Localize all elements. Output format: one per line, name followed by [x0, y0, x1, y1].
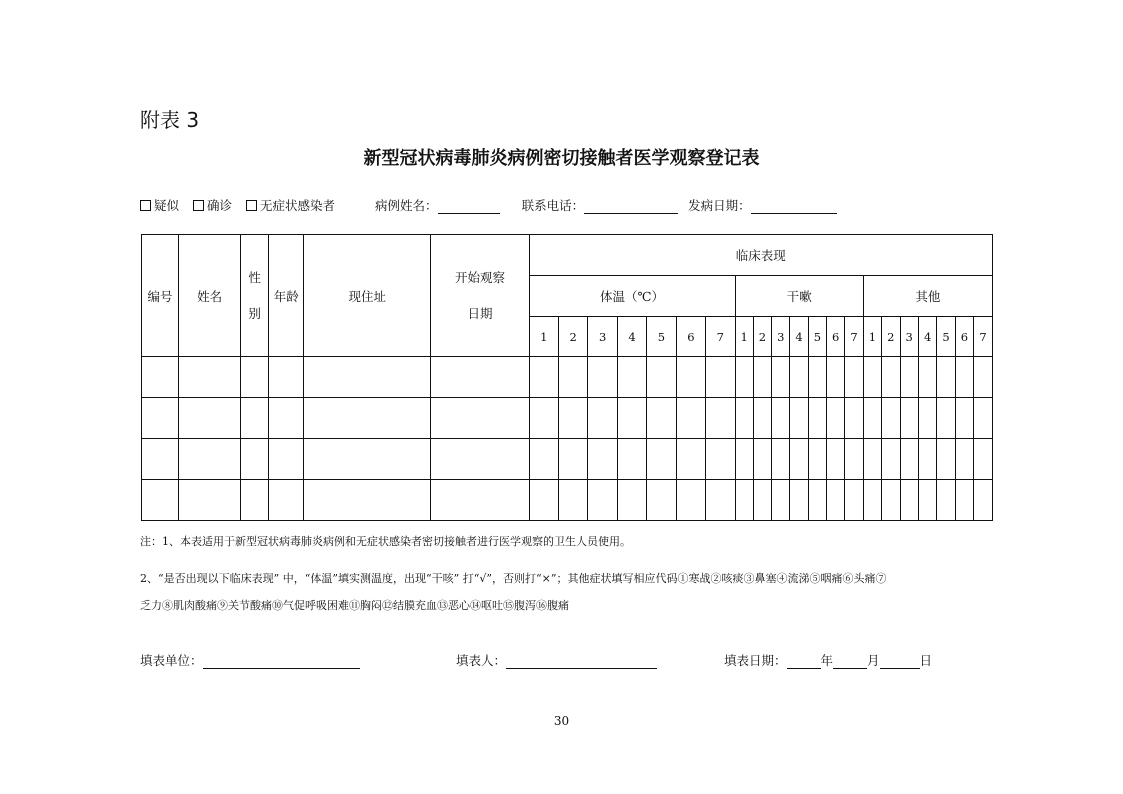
table-cell[interactable] [558, 439, 587, 480]
fill-date-label: 填表日期： [724, 653, 787, 668]
table-row [142, 357, 993, 398]
table-cell[interactable] [735, 439, 753, 480]
year-label: 年 [820, 653, 834, 668]
table-cell[interactable] [588, 480, 617, 521]
table-cell[interactable] [304, 357, 431, 398]
table-cell[interactable] [735, 357, 753, 398]
table-cell[interactable] [882, 439, 900, 480]
table-cell[interactable] [974, 357, 993, 398]
day-temperature-7: 7 [706, 317, 735, 357]
day-cough-4: 4 [790, 317, 808, 357]
day-other-3: 3 [900, 317, 918, 357]
table-cell[interactable] [558, 480, 587, 521]
day-other-7: 7 [974, 317, 993, 357]
table-cell[interactable] [900, 357, 918, 398]
table-cell[interactable] [900, 398, 918, 439]
table-cell[interactable] [918, 357, 936, 398]
table-cell[interactable] [676, 439, 705, 480]
table-cell[interactable] [142, 357, 179, 398]
day-cough-1: 1 [735, 317, 753, 357]
day-blank[interactable] [880, 655, 920, 669]
header-gender [241, 235, 269, 357]
table-cell[interactable] [676, 398, 705, 439]
checkbox-confirmed[interactable] [193, 196, 232, 214]
day-temperature-2: 2 [558, 317, 587, 357]
phone-field[interactable] [522, 196, 679, 214]
table-cell[interactable] [241, 398, 269, 439]
day-cough-5: 5 [808, 317, 826, 357]
table-cell[interactable] [882, 357, 900, 398]
table-cell[interactable] [304, 398, 431, 439]
table-row [142, 439, 993, 480]
table-cell[interactable] [808, 398, 826, 439]
table-cell[interactable] [617, 480, 646, 521]
table-cell[interactable] [269, 357, 304, 398]
header-name: 姓名 [179, 235, 241, 357]
onset-date-field[interactable] [688, 196, 837, 214]
table-cell[interactable] [179, 439, 241, 480]
day-temperature-5: 5 [647, 317, 676, 357]
day-cough-2: 2 [753, 317, 771, 357]
table-cell[interactable] [790, 357, 808, 398]
table-cell[interactable] [900, 480, 918, 521]
table-cell[interactable] [772, 480, 790, 521]
table-cell[interactable] [753, 357, 771, 398]
table-cell[interactable] [863, 439, 881, 480]
phone-blank[interactable] [584, 200, 678, 214]
header-start-date-line2: 日期 [467, 305, 493, 321]
table-cell[interactable] [269, 439, 304, 480]
day-temperature-3: 3 [588, 317, 617, 357]
table-cell[interactable] [588, 439, 617, 480]
table-cell[interactable] [706, 357, 735, 398]
header-clinical: 临床表现 [529, 235, 992, 276]
day-other-2: 2 [882, 317, 900, 357]
table-cell[interactable] [955, 439, 973, 480]
header-start-date [431, 235, 529, 357]
table-cell[interactable] [845, 439, 863, 480]
table-cell[interactable] [882, 480, 900, 521]
table-cell[interactable] [529, 439, 558, 480]
note-1: 注：1、本表适用于新型冠状病毒肺炎病例和无症状感染者密切接触者进行医学观察的卫生人员使用。 [140, 535, 631, 548]
table-cell[interactable] [647, 480, 676, 521]
table-cell[interactable] [529, 480, 558, 521]
table-row [142, 398, 993, 439]
header-start-date-line1: 开始观察 [454, 269, 505, 285]
header-gender-line1: 性 [248, 269, 261, 285]
day-cough-3: 3 [772, 317, 790, 357]
table-cell[interactable] [706, 480, 735, 521]
checkbox-square-icon[interactable] [193, 200, 204, 211]
note-2-line-1: 2、“是否出现以下临床表现” 中，“体温”填实测温度，出现“干咳” 打“√”，否则打“×”；其他症状填写相应代码①寒战②咳痰③鼻塞④流涕⑤咽痛⑥头痛⑦ [140, 572, 887, 585]
table-cell[interactable] [735, 398, 753, 439]
table-cell[interactable] [142, 480, 179, 521]
table-cell[interactable] [790, 398, 808, 439]
table-cell[interactable] [558, 398, 587, 439]
day-other-6: 6 [955, 317, 973, 357]
table-cell[interactable] [863, 398, 881, 439]
table-cell[interactable] [955, 398, 973, 439]
table-cell[interactable] [790, 480, 808, 521]
table-cell[interactable] [431, 357, 529, 398]
table-cell[interactable] [676, 357, 705, 398]
case-name-label: 病例姓名： [375, 198, 438, 213]
onset-date-label: 发病日期： [688, 198, 751, 213]
table-cell[interactable] [431, 439, 529, 480]
header-other: 其他 [863, 276, 992, 317]
table-cell[interactable] [863, 357, 881, 398]
filler-label: 填表人： [456, 653, 507, 668]
table-cell[interactable] [753, 439, 771, 480]
header-id: 编号 [142, 235, 179, 357]
fill-date-field[interactable] [724, 651, 932, 669]
table-cell[interactable] [241, 439, 269, 480]
day-other-5: 5 [937, 317, 955, 357]
table-cell[interactable] [588, 398, 617, 439]
table-cell[interactable] [304, 439, 431, 480]
table-cell[interactable] [772, 398, 790, 439]
fill-unit-label: 填表单位： [140, 653, 203, 668]
table-cell[interactable] [772, 357, 790, 398]
day-other-1: 1 [863, 317, 881, 357]
checkbox-square-icon[interactable] [246, 200, 257, 211]
table-cell[interactable] [753, 480, 771, 521]
onset-date-blank[interactable] [751, 200, 837, 214]
table-cell[interactable] [845, 480, 863, 521]
header-cough: 干嗽 [735, 276, 863, 317]
filler-field[interactable] [456, 651, 657, 669]
case-name-field[interactable] [375, 196, 500, 214]
table-cell[interactable] [808, 357, 826, 398]
table-cell[interactable] [647, 439, 676, 480]
table-cell[interactable] [955, 357, 973, 398]
header-address: 现住址 [304, 235, 431, 357]
table-cell[interactable] [882, 398, 900, 439]
day-other-4: 4 [918, 317, 936, 357]
table-cell[interactable] [304, 480, 431, 521]
year-blank[interactable] [787, 655, 821, 669]
fill-unit-field[interactable] [140, 651, 360, 669]
header-temperature: 体温（℃） [529, 276, 735, 317]
table-cell[interactable] [431, 398, 529, 439]
table-cell[interactable] [937, 480, 955, 521]
table-cell[interactable] [955, 480, 973, 521]
table-cell[interactable] [808, 480, 826, 521]
table-cell[interactable] [790, 439, 808, 480]
table-row [142, 480, 993, 521]
case-name-blank[interactable] [438, 200, 500, 214]
table-cell[interactable] [142, 398, 179, 439]
table-cell[interactable] [900, 439, 918, 480]
table-cell[interactable] [269, 480, 304, 521]
filler-blank[interactable] [506, 655, 657, 669]
day-cough-6: 6 [827, 317, 845, 357]
table-cell[interactable] [617, 398, 646, 439]
table-cell[interactable] [827, 439, 845, 480]
phone-label: 联系电话： [521, 198, 585, 213]
table-cell[interactable] [269, 398, 304, 439]
table-cell[interactable] [974, 439, 993, 480]
table-cell[interactable] [845, 398, 863, 439]
table-cell[interactable] [617, 357, 646, 398]
table-cell[interactable] [918, 480, 936, 521]
table-cell[interactable] [529, 398, 558, 439]
table-cell[interactable] [431, 480, 529, 521]
appendix-label: 附表 3 [140, 108, 200, 132]
table-cell[interactable] [918, 398, 936, 439]
table-cell[interactable] [827, 357, 845, 398]
note-2-line-2: 乏力⑧肌肉酸痛⑨关节酸痛⑩气促呼吸困难⑪胸闷⑫结膜充血⑬恶心⑭呕吐⑮腹泻⑯腹痛 [140, 599, 569, 612]
table-cell[interactable] [588, 357, 617, 398]
day-temperature-4: 4 [617, 317, 646, 357]
table-cell[interactable] [179, 480, 241, 521]
checkbox-asymptomatic[interactable] [246, 196, 335, 214]
table-cell[interactable] [827, 398, 845, 439]
table-cell[interactable] [647, 398, 676, 439]
table-cell[interactable] [647, 357, 676, 398]
page-number: 30 [553, 714, 570, 728]
table-cell[interactable] [863, 480, 881, 521]
table-cell[interactable] [617, 439, 646, 480]
checkbox-label: 确诊 [207, 198, 233, 213]
day-cough-7: 7 [845, 317, 863, 357]
checkbox-label: 疑似 [154, 198, 180, 213]
table-cell[interactable] [179, 398, 241, 439]
data-rows [142, 357, 993, 521]
table-cell[interactable] [241, 357, 269, 398]
observation-table [141, 234, 993, 521]
table-cell[interactable] [808, 439, 826, 480]
table-cell[interactable] [937, 357, 955, 398]
table-cell[interactable] [179, 357, 241, 398]
table-cell[interactable] [735, 480, 753, 521]
day-temperature-6: 6 [676, 317, 705, 357]
table-cell[interactable] [974, 480, 993, 521]
table-cell[interactable] [529, 357, 558, 398]
table-cell[interactable] [974, 398, 993, 439]
table-cell[interactable] [558, 357, 587, 398]
header-gender-line2: 别 [248, 305, 261, 321]
case-info-row [140, 196, 837, 214]
checkbox-square-icon[interactable] [140, 200, 151, 211]
form-title: 新型冠状病毒肺炎病例密切接触者医学观察登记表 [363, 148, 760, 169]
table-cell[interactable] [142, 439, 179, 480]
table-cell[interactable] [753, 398, 771, 439]
table-cell[interactable] [706, 398, 735, 439]
header-age: 年龄 [269, 235, 304, 357]
table-cell[interactable] [676, 480, 705, 521]
table-cell[interactable] [772, 439, 790, 480]
checkbox-suspected[interactable] [140, 196, 179, 214]
table-cell[interactable] [845, 357, 863, 398]
fill-unit-blank[interactable] [203, 655, 360, 669]
day-label: 日 [919, 653, 933, 668]
checkbox-label: 无症状感染者 [260, 198, 336, 213]
table-cell[interactable] [937, 398, 955, 439]
table-cell[interactable] [827, 480, 845, 521]
day-temperature-1: 1 [529, 317, 558, 357]
month-blank[interactable] [833, 655, 867, 669]
table-cell[interactable] [937, 439, 955, 480]
table-cell[interactable] [918, 439, 936, 480]
month-label: 月 [867, 653, 880, 668]
table-cell[interactable] [706, 439, 735, 480]
table-cell[interactable] [241, 480, 269, 521]
